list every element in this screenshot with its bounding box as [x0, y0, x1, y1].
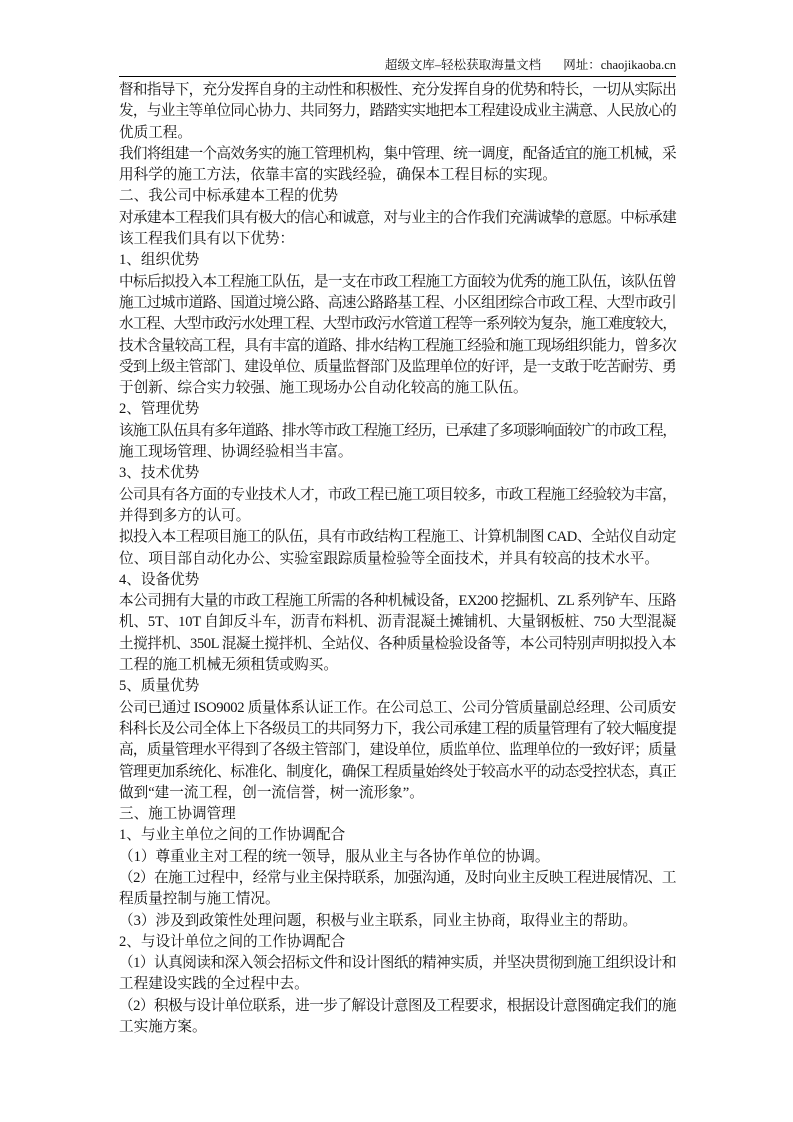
- text-line: 科科长及公司全体上下各级员工的共同努力下，我公司承建工程的质量管理有了较大幅度提: [119, 720, 676, 737]
- document-body: [119, 80, 676, 1038]
- paragraph: [119, 847, 676, 868]
- text-line-row: [119, 186, 676, 207]
- text-line-row: [119, 208, 676, 229]
- text-line-row: [119, 634, 676, 655]
- text-line: （3）涉及到政策性处理问题，积极与业主联系，同业主协商，取得业主的帮助。: [119, 912, 638, 929]
- paragraph: [119, 825, 676, 846]
- paragraph: [119, 911, 676, 932]
- header-url: 网址：chaojikaoba.cn: [563, 58, 676, 72]
- text-line-row: [119, 549, 676, 570]
- text-line-row: [119, 570, 676, 591]
- text-line-row: [119, 506, 676, 527]
- text-line-row: [119, 101, 676, 122]
- text-line: 3、技术优势: [119, 465, 200, 482]
- text-line-row: [119, 463, 676, 484]
- text-line: （1）尊重业主对工程的统一领导，服从业主与各协作单位的协调。: [119, 848, 550, 865]
- text-line: 2、与设计单位之间的工作协调配合: [119, 933, 346, 950]
- text-line: 本公司拥有大量的市政工程施工所需的各种机械设备，EX200 挖掘机、ZL 系列铲车、压路: [119, 593, 676, 610]
- text-line: 工程的施工机械无须租赁或购买。: [119, 657, 338, 674]
- text-line: 我们将组建一个高效务实的施工管理机构，集中管理、统一调度，配备适宜的施工机械，采: [119, 145, 676, 162]
- paragraph: [119, 996, 676, 1039]
- text-line-row: [119, 399, 676, 420]
- text-line: 拟投入本工程项目施工的队伍，具有市政结构工程施工、计算机制图 CAD、全站仪自动定: [119, 529, 676, 546]
- paragraph: [119, 144, 676, 187]
- text-line-row: [119, 123, 676, 144]
- text-line-row: [119, 740, 676, 761]
- text-line: 二、我公司中标承建本工程的优势: [119, 188, 338, 205]
- text-line: 做到“建一流工程，创一流信誉，树一流形象”。: [119, 784, 424, 801]
- text-line: 1、与业主单位之间的工作协调配合: [119, 827, 346, 844]
- text-line-row: [119, 485, 676, 506]
- text-line: 施工过城市道路、国道过境公路、高速公路路基工程、小区组团综合市政工程、大型市政引: [119, 294, 676, 311]
- text-line: 于创新、综合实力较强、施工现场办公自动化较高的施工队伍。: [119, 380, 528, 397]
- paragraph: [119, 485, 676, 528]
- paragraph: [119, 463, 676, 484]
- header-rule: [119, 76, 676, 77]
- text-line-row: [119, 825, 676, 846]
- paragraph: [119, 591, 676, 676]
- text-line: 4、设备优势: [119, 571, 200, 588]
- text-line: 程质量控制与施工情况。: [119, 891, 280, 908]
- text-line: 督和指导下，充分发挥自身的主动性和积极性、充分发挥自身的优势和特长，一切从实际出: [119, 82, 676, 98]
- text-line: 机、5T、10T 自卸反斗车，沥青布料机、沥青混凝土摊铺机、大量钢板桩、750 大型混凝: [119, 614, 676, 631]
- text-line-row: [119, 80, 676, 101]
- text-line: 三、施工协调管理: [119, 806, 236, 823]
- paragraph: [119, 80, 676, 144]
- text-line-row: [119, 229, 676, 250]
- page-header: [119, 56, 676, 74]
- text-line: 该工程我们具有以下优势：: [119, 231, 295, 248]
- paragraph: [119, 208, 676, 251]
- text-line-row: [119, 527, 676, 548]
- text-line-row: [119, 847, 676, 868]
- text-line: 对承建本工程我们具有极大的信心和诚意，对与业主的合作我们充满诚挚的意愿。中标承建: [119, 209, 676, 226]
- text-line: 位、项目部自动化办公、实验室跟踪质量检验等全面技术，并具有较高的技术水平。: [119, 550, 659, 567]
- text-line: （1）认真阅读和深入领会招标文件和设计图纸的精神实质，并坚决贯彻到施工组织设计和: [119, 955, 676, 972]
- text-line-row: [119, 442, 676, 463]
- text-line-row: [119, 974, 676, 995]
- text-line-row: [119, 868, 676, 889]
- text-line: 工程建设实践的全过程中去。: [119, 976, 309, 993]
- text-line: 并得到多方的认可。: [119, 507, 251, 524]
- text-line-row: [119, 378, 676, 399]
- text-line: 用科学的施工方法，依靠丰富的实践经验，确保本工程目标的实现。: [119, 167, 557, 184]
- paragraph: [119, 953, 676, 996]
- text-line-row: [119, 953, 676, 974]
- paragraph: [119, 272, 676, 400]
- text-line-row: [119, 336, 676, 357]
- text-line: 5、质量优势: [119, 678, 200, 695]
- paragraph: [119, 421, 676, 464]
- text-line: 受到上级主管部门、建设单位、质量监督部门及监理单位的好评，是一支敢于吃苦耐劳、勇: [119, 358, 676, 375]
- text-line: 公司具有各方面的专业技术人才，市政工程已施工项目较多，市政工程施工经验较为丰富，: [119, 486, 676, 503]
- text-line-row: [119, 591, 676, 612]
- text-line: 优质工程。: [119, 124, 192, 141]
- text-line-row: [119, 719, 676, 740]
- text-line: （2）在施工过程中，经常与业主保持联系，加强沟通，及时向业主反映工程进展情况、工: [119, 869, 676, 886]
- paragraph: [119, 804, 676, 825]
- text-line-row: [119, 911, 676, 932]
- text-line-row: [119, 996, 676, 1017]
- text-line: 工实施方案。: [119, 1019, 207, 1036]
- text-line: 技术含量较高工程，具有丰富的道路、排水结构工程施工经验和施工现场组织能力，曾多次: [119, 337, 676, 354]
- text-line: 1、组织优势: [119, 252, 200, 269]
- text-line-row: [119, 889, 676, 910]
- text-line-row: [119, 144, 676, 165]
- text-line-row: [119, 698, 676, 719]
- text-line-row: [119, 165, 676, 186]
- text-line: 发，与业主等单位同心协力、共同努力，踏踏实实地把本工程建设成业主满意、人民放心的: [119, 103, 676, 120]
- paragraph: [119, 399, 676, 420]
- text-line: 中标后拟投入本工程施工队伍，是一支在市政工程施工方面较为优秀的施工队伍，该队伍曾: [119, 273, 676, 290]
- text-line-row: [119, 783, 676, 804]
- text-line: 施工现场管理、协调经验相当丰富。: [119, 444, 353, 461]
- text-line: 公司已通过 ISO9002 质量体系认证工作。在公司总工、公司分管质量副总经理、公司质安: [119, 699, 676, 716]
- text-line-row: [119, 612, 676, 633]
- text-line: 高，质量管理水平得到了各级主管部门，建设单位，质监单位、监理单位的一致好评；质量: [119, 742, 676, 759]
- text-line: 水工程、大型市政污水处理工程、大型市政污水管道工程等一系列较为复杂，施工难度较大，: [119, 316, 676, 333]
- text-line-row: [119, 357, 676, 378]
- text-line-row: [119, 655, 676, 676]
- text-line-row: [119, 762, 676, 783]
- paragraph: [119, 868, 676, 911]
- text-line: 土搅拌机、350L 混凝土搅拌机、全站仪、各种质量检验设备等，本公司特别声明拟投入本: [119, 635, 676, 652]
- text-line-row: [119, 250, 676, 271]
- paragraph: [119, 527, 676, 570]
- paragraph: [119, 570, 676, 591]
- text-line-row: [119, 421, 676, 442]
- paragraph: [119, 932, 676, 953]
- paragraph: [119, 698, 676, 804]
- text-line-row: [119, 932, 676, 953]
- text-line-row: [119, 1017, 676, 1038]
- header-site-name: 超级文库–轻松获取海量文档: [384, 58, 542, 72]
- paragraph: [119, 250, 676, 271]
- text-line: 2、管理优势: [119, 401, 200, 418]
- text-line-row: [119, 804, 676, 825]
- text-line-row: [119, 676, 676, 697]
- text-line: （2）积极与设计单位联系，进一步了解设计意图及工程要求，根据设计意图确定我们的施: [119, 997, 676, 1014]
- text-line-row: [119, 272, 676, 293]
- text-line: 该施工队伍具有多年道路、排水等市政工程施工经历，已承建了多项影响面较广的市政工程，: [119, 422, 676, 439]
- text-line-row: [119, 314, 676, 335]
- paragraph: [119, 676, 676, 697]
- text-line: 管理更加系统化、标准化、制度化，确保工程质量始终处于较高水平的动态受控状态，真正: [119, 763, 676, 780]
- paragraph: [119, 186, 676, 207]
- text-line-row: [119, 293, 676, 314]
